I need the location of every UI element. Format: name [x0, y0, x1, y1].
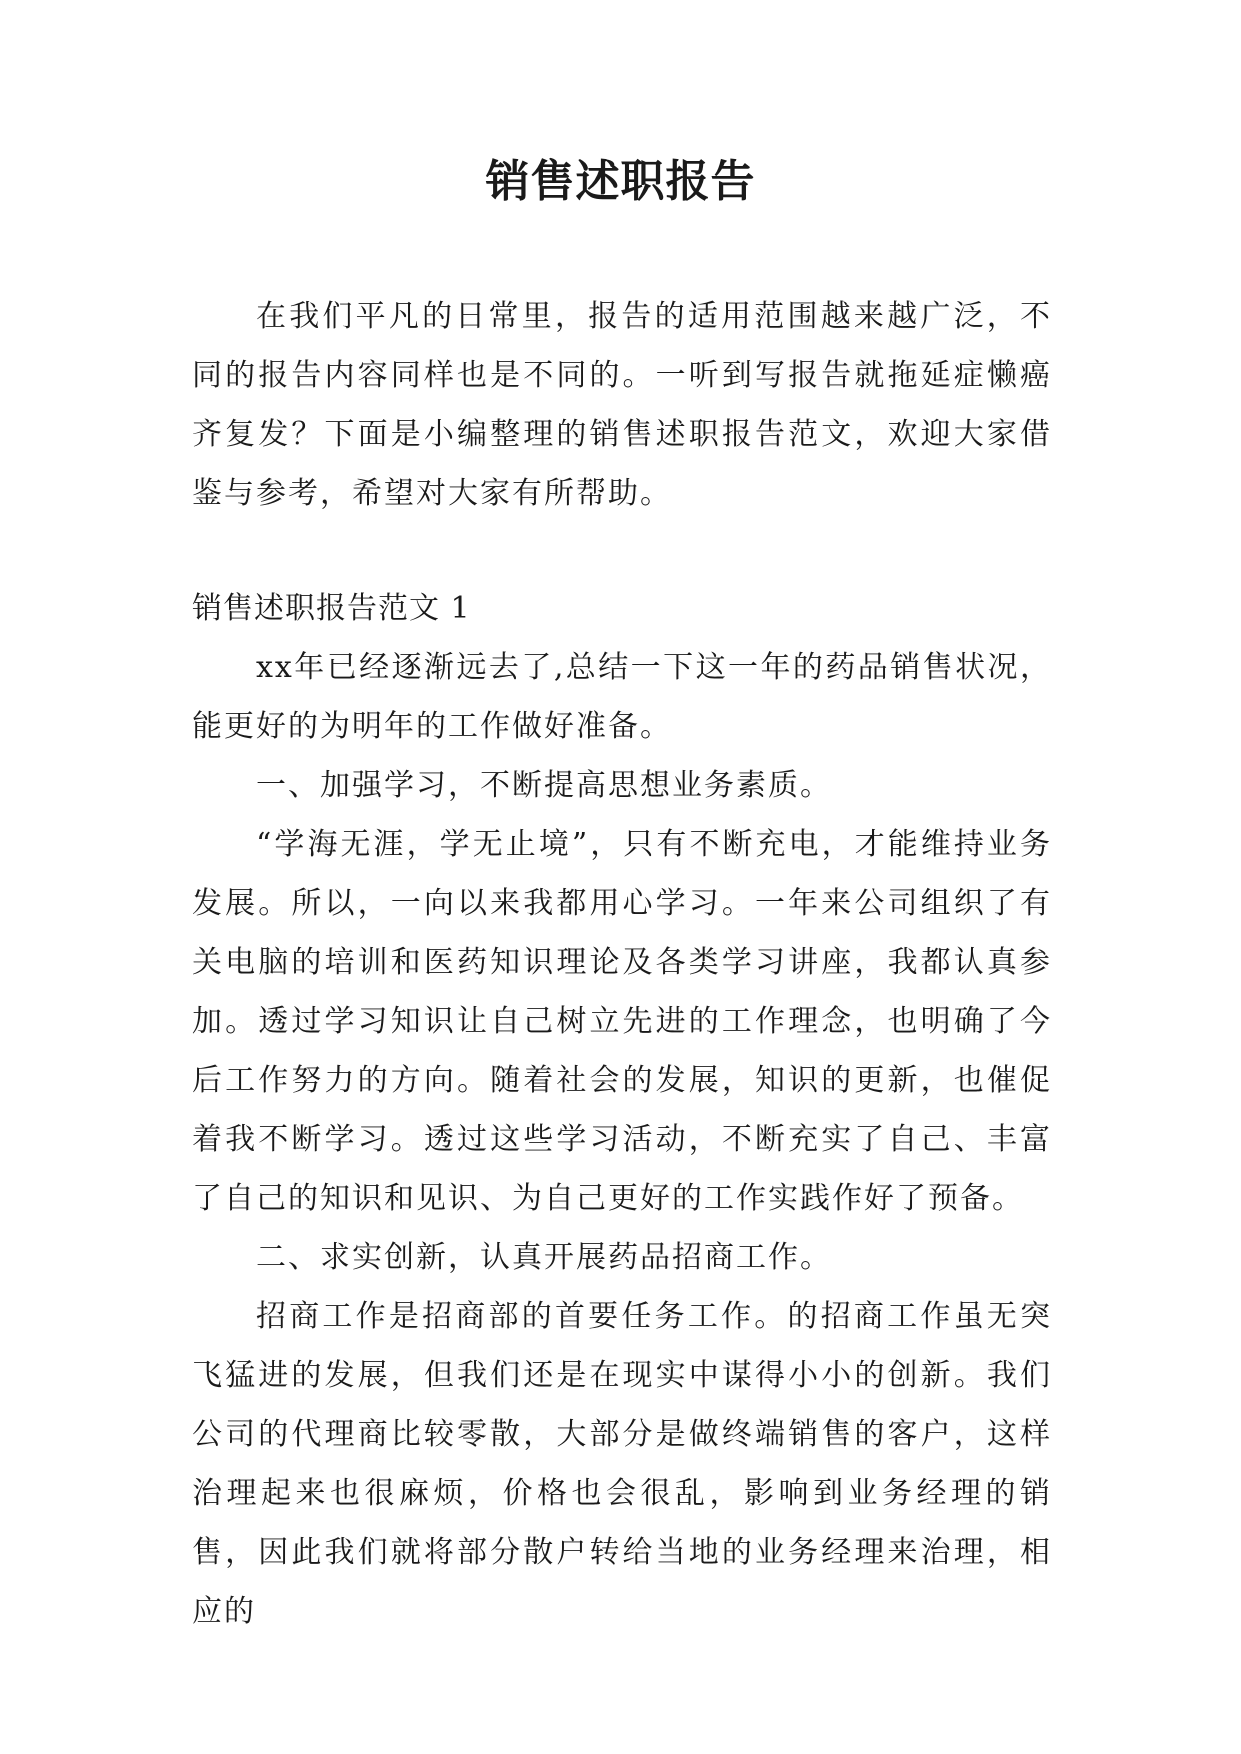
section-body [192, 638, 1052, 1641]
body-paragraph: “学海无涯，学无止境”，只有不断充电，才能维持业务发展。所以，一向以来我都用心学习。一年来公司组织了有关电脑的培训和医药知识理论及各类学习讲座，我都认真参加。透过学习知识让自己树立先进的工作理念，也明确了今后工作努力的方向。随着社会的发展，知识的更新，也催促着我不断学习。透过这些学习活动，不断充实了自己、丰富了自己的知识和见识、为自己更好的工作实践作好了预备。 [192, 827, 1052, 1216]
body-paragraph: xx年已经逐渐远去了,总结一下这一年的药品销售状况，能更好的为明年的工作做好准备。 [192, 650, 1052, 744]
document-title: 销售述职报告 [485, 156, 756, 207]
intro-paragraph: 在我们平凡的日常里，报告的适用范围越来越广泛，不同的报告内容同样也是不同的。一听到写报告就拖延症懒癌齐复发？下面是小编整理的销售述职报告范文，欢迎大家借鉴与参考，希望对大家有所帮助。 [192, 299, 1052, 511]
section-title: 销售述职报告范文 1 [192, 591, 471, 626]
body-heading: 一、加强学习，不断提高思想业务素质。 [256, 768, 832, 803]
body-paragraph: 招商工作是招商部的首要任务工作。的招商工作虽无突飞猛进的发展，但我们还是在现实中谋得小小的创新。我们公司的代理商比较零散，大部分是做终端销售的客户，这样治理起来也很麻烦，价格也会很乱，影响到业务经理的销售，因此我们就将部分散户转给当地的业务经理来治理，相应的 [192, 1299, 1052, 1629]
body-heading: 二、求实创新，认真开展药品招商工作。 [256, 1240, 832, 1275]
